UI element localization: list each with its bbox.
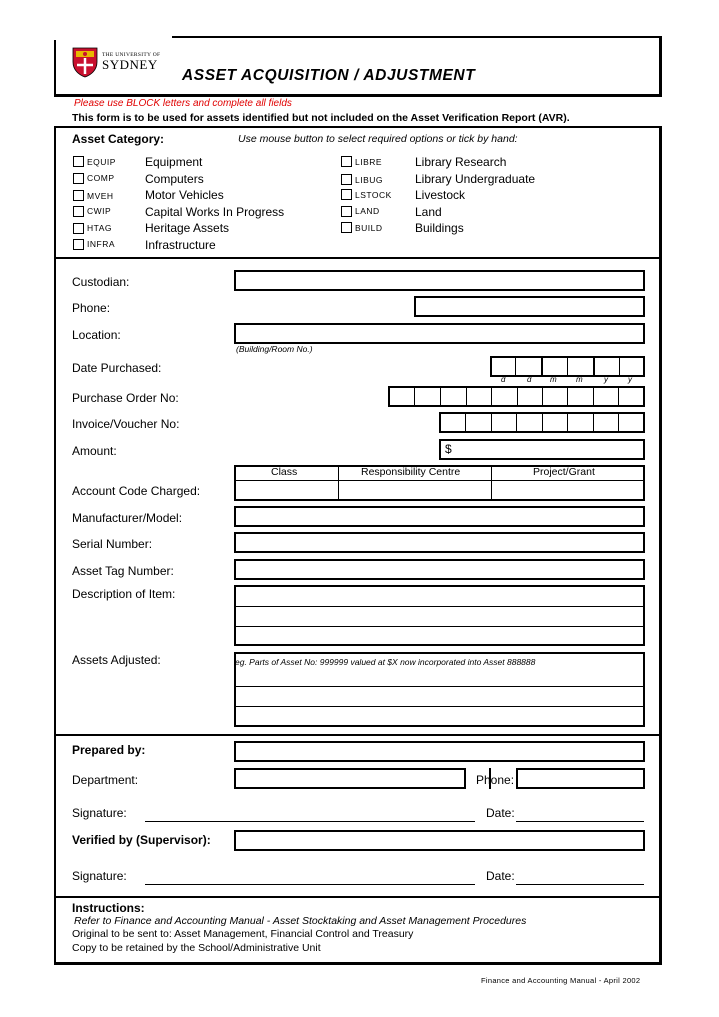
date-letter-m1: m: [550, 375, 557, 384]
block-letters-note: Please use BLOCK letters and complete all fields: [74, 98, 292, 109]
prepared-signature-line[interactable]: [145, 821, 475, 822]
asset-tag-label: Asset Tag Number:: [72, 564, 174, 578]
prepared-date-line[interactable]: [516, 821, 644, 822]
phone-input[interactable]: [414, 296, 645, 317]
custodian-input[interactable]: [234, 270, 645, 291]
instructions-line1: Refer to Finance and Accounting Manual - Asset Stocktaking and Asset Management Procedures: [74, 915, 527, 927]
label-motor-vehicles: Motor Vehicles: [145, 188, 224, 202]
label-livestock: Livestock: [415, 188, 466, 202]
assets-adjusted-label: Assets Adjusted:: [72, 653, 161, 667]
date-letter-y1: y: [604, 375, 608, 384]
code-equip: EQUIP: [87, 157, 116, 167]
verified-date-label: Date:: [486, 869, 515, 883]
checkbox-cwip[interactable]: [73, 206, 84, 217]
date-letter-m2: m: [576, 375, 583, 384]
account-class-input[interactable]: [236, 480, 337, 499]
phone-label: Phone:: [72, 301, 111, 315]
asset-category-heading: Asset Category:: [72, 132, 165, 146]
code-cwip: CWIP: [87, 206, 112, 216]
instructions-line3: Copy to be retained by the School/Administrative Unit: [72, 942, 321, 954]
label-land: Land: [415, 205, 442, 219]
date-letter-d2: d: [527, 375, 532, 384]
asset-tag-input[interactable]: [234, 559, 645, 580]
description-input[interactable]: [234, 585, 645, 646]
code-libug: LIBUG: [355, 175, 384, 185]
invoice-input[interactable]: [439, 412, 645, 433]
label-computers: Computers: [145, 172, 204, 186]
prepared-divider: [56, 734, 660, 736]
university-logo: [72, 46, 162, 82]
label-library-undergraduate: Library Undergraduate: [415, 172, 536, 186]
verified-by-input[interactable]: [234, 830, 645, 851]
location-input[interactable]: [234, 323, 645, 344]
account-project-input[interactable]: [491, 480, 643, 499]
amount-symbol: $: [445, 442, 452, 456]
account-col-project: Project/Grant: [533, 466, 595, 478]
verified-by-heading: Verified by (Supervisor):: [72, 833, 211, 847]
label-heritage-assets: Heritage Assets: [145, 221, 230, 235]
account-col-responsibility: Responsibility Centre: [361, 466, 461, 478]
label-equipment: Equipment: [145, 155, 203, 169]
description-label: Description of Item:: [72, 587, 176, 601]
assets-adjusted-example: eg. Parts of Asset No: 999999 valued at $X now incorporated into Asset 888888: [235, 657, 536, 667]
amount-label: Amount:: [72, 444, 117, 458]
purchase-order-label: Purchase Order No:: [72, 391, 179, 405]
instructions-line2: Original to be sent to: Asset Management, Financial Control and Treasury: [72, 928, 414, 940]
label-buildings: Buildings: [415, 221, 464, 235]
serial-input[interactable]: [234, 532, 645, 553]
code-build: BUILD: [355, 223, 383, 233]
custodian-label: Custodian:: [72, 275, 130, 289]
invoice-label: Invoice/Voucher No:: [72, 417, 180, 431]
label-infrastructure: Infrastructure: [145, 238, 216, 252]
code-htag: HTAG: [87, 223, 112, 233]
code-lstock: LSTOCK: [355, 190, 392, 200]
form-title: ASSET ACQUISITION / ADJUSTMENT: [182, 67, 476, 84]
account-col-class: Class: [271, 466, 298, 478]
date-letter-d1: d: [501, 375, 506, 384]
prepared-signature-label: Signature:: [72, 806, 127, 820]
verified-signature-label: Signature:: [72, 869, 127, 883]
purchase-order-input[interactable]: [388, 386, 645, 407]
verified-date-line[interactable]: [516, 884, 644, 885]
form-purpose-note: This form is to be used for assets identified but not included on the Asset Verification Report (AVR).: [72, 112, 570, 124]
label-library-research: Library Research: [415, 155, 507, 169]
code-libre: LIBRE: [355, 157, 383, 167]
date-letter-y2: y: [628, 375, 632, 384]
instructions-divider: [56, 896, 660, 898]
checkbox-mveh[interactable]: [73, 190, 84, 201]
account-code-label: Account Code Charged:: [72, 484, 201, 498]
date-purchased-label: Date Purchased:: [72, 361, 162, 375]
label-capital-works: Capital Works In Progress: [145, 205, 285, 219]
checkbox-land[interactable]: [341, 206, 352, 217]
footer-text: Finance and Accounting Manual - April 2002: [481, 976, 641, 985]
account-responsibility-input[interactable]: [338, 480, 490, 499]
prepared-by-heading: Prepared by:: [72, 743, 146, 757]
amount-input[interactable]: [439, 439, 645, 460]
header-logo-mask: [54, 34, 172, 40]
asset-category-instruction: Use mouse button to select required options or tick by hand:: [238, 133, 518, 145]
checkbox-comp[interactable]: [73, 173, 84, 184]
department-input[interactable]: [234, 768, 466, 789]
location-hint: (Building/Room No.): [236, 344, 313, 354]
logo-line2: SYDNEY: [102, 57, 158, 72]
instructions-heading: Instructions:: [72, 901, 145, 915]
location-label: Location:: [72, 328, 121, 342]
code-infra: INFRA: [87, 239, 115, 249]
prepared-phone-input[interactable]: [516, 768, 645, 789]
checkbox-build[interactable]: [341, 222, 352, 233]
serial-label: Serial Number:: [72, 537, 153, 551]
prepared-by-input[interactable]: [234, 741, 645, 762]
logo-line1: THE UNIVERSITY OF: [102, 52, 161, 58]
date-purchased-input[interactable]: [490, 356, 645, 377]
manufacturer-label: Manufacturer/Model:: [72, 511, 183, 525]
prepared-date-label: Date:: [486, 806, 515, 820]
checkbox-equip[interactable]: [73, 156, 84, 167]
checkbox-infra[interactable]: [73, 239, 84, 250]
checkbox-lstock[interactable]: [341, 189, 352, 200]
prepared-phone-label: Phone:: [476, 773, 515, 787]
manufacturer-input[interactable]: [234, 506, 645, 527]
department-label: Department:: [72, 773, 139, 787]
section-divider: [56, 257, 660, 259]
code-mveh: MVEH: [87, 191, 114, 201]
verified-signature-line[interactable]: [145, 884, 475, 885]
checkbox-htag[interactable]: [73, 223, 84, 234]
checkbox-libug[interactable]: [341, 174, 352, 185]
crest-icon: [72, 46, 98, 78]
code-land: LAND: [355, 206, 380, 216]
checkbox-libre[interactable]: [341, 156, 352, 167]
code-comp: COMP: [87, 173, 115, 183]
